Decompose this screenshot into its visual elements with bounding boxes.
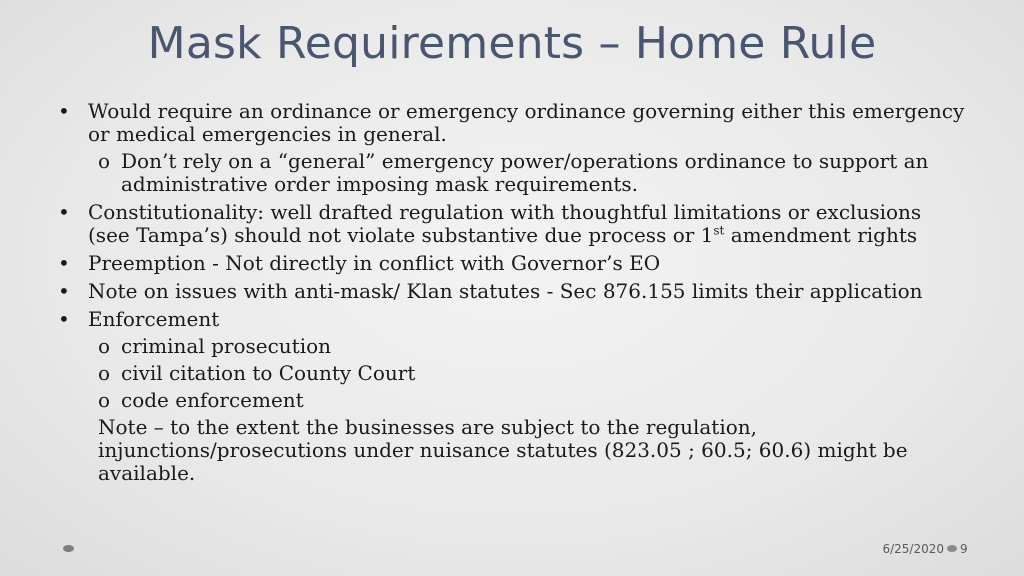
bullet-marker: •	[58, 251, 70, 275]
footer-left-dot-icon	[63, 545, 74, 552]
bullet-text: Preemption - Not directly in conflict with Governor’s EO	[88, 251, 661, 275]
bullet-text: Note on issues with anti-mask/ Klan statutes - Sec 876.155 limits their application	[88, 279, 923, 303]
subbullet-text: criminal prosecution	[121, 334, 332, 358]
subbullet-code	[58, 389, 968, 412]
bullet-text: Enforcement	[88, 307, 220, 331]
superscript-st: st	[713, 223, 725, 238]
bullet-preemption	[58, 252, 968, 275]
subbullet-general-power	[58, 150, 968, 196]
subbullet-text: code enforcement	[121, 388, 304, 412]
subbullet-text: civil citation to County Court	[121, 361, 416, 385]
subbullet-criminal	[58, 335, 968, 358]
bullet-enforcement	[58, 308, 968, 331]
bullet-marker: •	[58, 99, 70, 123]
bullet-constitutionality	[58, 201, 968, 247]
note-paragraph: Note – to the extent the businesses are subject to the regulation, injunctions/prosecutions under nuisance statutes (823.05 ; 60.5; 60.6) might be available.	[98, 415, 908, 485]
slide-title: Mask Requirements – Home Rule	[147, 18, 877, 69]
footer-date: 6/25/2020	[882, 542, 944, 556]
bullet-marker: •	[58, 279, 70, 303]
subbullet-civil	[58, 362, 968, 385]
footer-dot-icon	[947, 545, 957, 552]
bullet-text: Constitutionality: well drafted regulation with thoughtful limitations or exclusions (see Tampa’s) should not violate substantive due process or 1	[88, 200, 922, 247]
bullet-anti-mask	[58, 280, 968, 303]
slide-body	[58, 95, 968, 485]
bullet-text-end: amendment rights	[724, 223, 918, 247]
subbullet-marker: o	[98, 361, 111, 385]
subbullet-marker: o	[98, 149, 111, 173]
bullet-marker: •	[58, 307, 70, 331]
bullet-marker: •	[58, 200, 70, 224]
page-number: 9	[960, 542, 968, 556]
subbullet-marker: o	[98, 334, 111, 358]
bullet-text: Would require an ordinance or emergency ordinance governing either this emergency or medical emergencies in general.	[88, 99, 965, 146]
subbullet-text: Don’t rely on a “general” emergency power/operations ordinance to support an administrative order imposing mask requirements.	[121, 149, 929, 196]
bullet-ordinance	[58, 100, 968, 146]
subbullet-marker: o	[98, 388, 111, 412]
